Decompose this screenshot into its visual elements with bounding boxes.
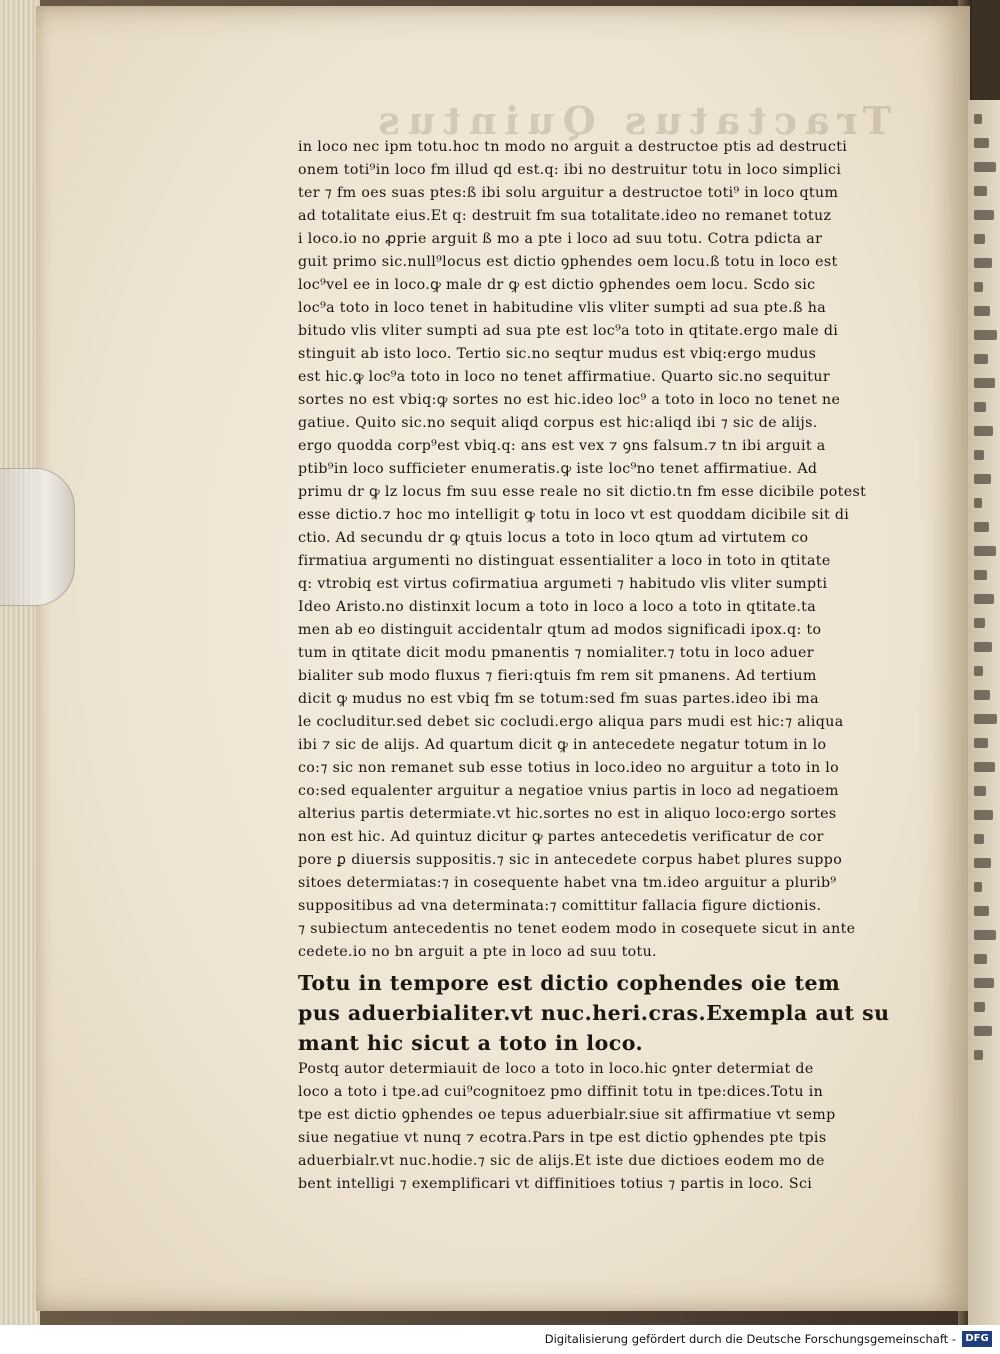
facing-text-mark (974, 954, 987, 964)
text-line: sitoes determiatas:⁊ in cosequente habet vna tm.ideo arguitur a plurib⁹ (298, 875, 837, 891)
facing-page-strip (968, 100, 1000, 1325)
facing-text-mark (974, 930, 996, 940)
text-line: loco a toto i tpe.ad cui⁹cognitoez pmo diffinit totu in tpe:dices.Totu in (298, 1084, 824, 1100)
text-line: onem toti⁹in loco fm illud qd est.q: ibi no destruitur totu in loco simplici (298, 162, 842, 178)
facing-text-mark (974, 810, 993, 820)
facing-text-mark (974, 786, 986, 796)
text-line: ad totalitate eius.Et q: destruit fm sua totalitate.ideo no remanet totuz (298, 208, 832, 224)
text-line: q: vtrobiq est virtus cofirmatiua argumeti ⁊ habitudo vlis vliter sumpti (298, 576, 828, 592)
facing-text-mark (974, 642, 992, 652)
commentary-paragraph (298, 1058, 908, 1196)
text-line: ⁊ subiectum antecedentis no tenet eodem modo in cosequete sicut in ante (298, 921, 856, 937)
facing-text-mark (974, 354, 988, 364)
text-line: co:sed equalenter arguitur a negatioe vnius partis in loco ad negatioem (298, 783, 839, 799)
text-line: Totu in tempore est dictio cophendes oie tem (298, 971, 841, 995)
text-line: firmatiua argumenti no distinguat essentialiter a loco in toto in qtitate (298, 553, 831, 569)
facing-text-mark (974, 1026, 992, 1036)
facing-text-mark (974, 906, 989, 916)
facing-text-mark (974, 882, 982, 892)
facing-text-mark (974, 594, 994, 604)
text-line: esse dictio.⁊ hoc mo intelligit ꝙ totu in loco vt est quoddam dicibile sit di (298, 507, 850, 523)
facing-text-mark (974, 1002, 985, 1012)
text-line: guit primo sic.null⁹locus est dictio ꝯphendes oem locu.ß totu in loco est (298, 254, 838, 270)
facing-text-mark (974, 282, 983, 292)
text-block (298, 136, 908, 1196)
left-page-edges (0, 0, 40, 1325)
facing-text-mark (974, 618, 985, 628)
facing-text-mark (974, 858, 991, 868)
text-line: men ab eo distinguit accidentalr qtum ad modos significadi ipox.q: to (298, 622, 822, 638)
text-line: sortes no est vbiq:ꝙ sortes no est hic.ideo loc⁹ a toto in loco no tenet ne (298, 392, 841, 408)
text-line: cedete.io no bn arguit a pte in loco ad suu totu. (298, 944, 657, 960)
text-line: tum in qtitate dicit modu pmanentis ⁊ nomialiter.⁊ totu in loco aduer (298, 645, 814, 661)
text-line: suppositibus ad vna determinata:⁊ comittitur fallacia figure dictionis. (298, 898, 822, 914)
text-line: mant hic sicut a toto in loco. (298, 1031, 644, 1055)
facing-text-mark (974, 498, 982, 508)
facing-text-mark (974, 186, 987, 196)
funding-credit: Digitalisierung gefördert durch die Deutsche Forschungsgemeinschaft - (544, 1332, 956, 1346)
text-line: ptib⁹in loco sufficieter enumeratis.ꝙ iste loc⁹no tenet affirmatiue. Ad (298, 461, 818, 477)
text-line: i loco.io no ꝓprie arguit ß mo a pte i loco ad suu totu. Cotra pdicta ar (298, 231, 823, 247)
text-line: tpe est dictio ꝯphendes oe tepus aduerbialr.siue sit affirmatiue vt semp (298, 1107, 836, 1123)
text-line: siue negatiue vt nunq ⁊ ecotra.Pars in tpe est dictio ꝯphendes pte tpis (298, 1130, 827, 1146)
facing-text-mark (974, 330, 997, 340)
text-line: primu dr ꝙ lz locus fm suu esse reale no sit dictio.tn fm esse dicibile potest (298, 484, 867, 500)
facing-text-mark (974, 714, 997, 724)
text-line: bent intelligi ⁊ exemplificari vt diffinitioes totius ⁊ partis in loco. Sci (298, 1176, 813, 1192)
facing-text-mark (974, 666, 983, 676)
bleed-through-header: Tractatus Quintus (370, 98, 891, 143)
facing-text-mark (974, 522, 989, 532)
text-line: est hic.ꝙ loc⁹a toto in loco no tenet affirmatiue. Quarto sic.no sequitur (298, 369, 830, 385)
facing-text-mark (974, 690, 990, 700)
facing-text-mark (974, 306, 990, 316)
text-line: co:⁊ sic non remanet sub esse totius in loco.ideo no arguitur a toto in lo (298, 760, 840, 776)
facing-text-mark (974, 234, 985, 244)
facing-text-mark (974, 762, 995, 772)
text-line: pore ꝑ diuersis suppositis.⁊ sic in antecedete corpus habet plures suppo (298, 852, 843, 868)
facing-text-mark (974, 402, 986, 412)
facing-text-mark (974, 450, 984, 460)
facing-text-mark (974, 978, 994, 988)
dfg-logo: DFG (962, 1331, 992, 1347)
text-line: loc⁹a toto in loco tenet in habitudine vlis vliter sumpti ad sua pte.ß ha (298, 300, 827, 316)
facing-text-mark (974, 1050, 983, 1060)
text-line: ibi ⁊ sic de alijs. Ad quartum dicit ꝙ in antecedete negatur totum in lo (298, 737, 827, 753)
text-line: alterius partis determiate.vt hic.sortes no est in aliquo loco:ergo sortes (298, 806, 837, 822)
text-line: bitudo vlis vliter sumpti ad sua pte est loc⁹a toto in qtitate.ergo male di (298, 323, 839, 339)
text-line: loc⁹vel ee in loco.ꝙ male dr ꝙ est dictio ꝯphendes oem locu. Scdo sic (298, 277, 816, 293)
facing-text-mark (974, 114, 982, 124)
facing-text-mark (974, 138, 989, 148)
text-line: Postq autor determiauit de loco a toto in loco.hic ꝯnter determiat de (298, 1061, 814, 1077)
body-paragraph (298, 136, 908, 964)
text-line: ctio. Ad secundu dr ꝙ qtuis locus a toto in loco qtum ad virtutem co (298, 530, 809, 546)
text-line: le cocluditur.sed debet sic cocludi.ergo aliqua pars mudi est hic:⁊ aliqua (298, 714, 844, 730)
text-line: in loco nec ipm totu.hoc tn modo no arguit a destructoe ptis ad destructi (298, 139, 848, 155)
text-line: non est hic. Ad quintuz dicitur ꝙ partes antecedetis verificatur de cor (298, 829, 824, 845)
text-line: gatiue. Quito sic.no sequit aliqd corpus est hic:aliqd ibi ⁊ sic de alijs. (298, 415, 818, 431)
facing-text-mark (974, 834, 984, 844)
facing-text-mark (974, 738, 988, 748)
facing-text-mark (974, 474, 991, 484)
facing-text-mark (974, 258, 992, 268)
plastic-page-clip (0, 468, 75, 606)
text-line: aduerbialr.vt nuc.hodie.⁊ sic de alijs.Et iste due dictioes eodem mo de (298, 1153, 825, 1169)
text-line: ter ⁊ fm oes suas ptes:ß ibi solu arguitur a destructoe toti⁹ in loco qtum (298, 185, 839, 201)
facing-text-mark (974, 210, 994, 220)
text-line: pus aduerbialiter.vt nuc.heri.cras.Exempla aut su (298, 1001, 890, 1025)
text-line: stinguit ab isto loco. Tertio sic.no seqtur mudus est vbiq:ergo mudus (298, 346, 817, 362)
text-line: bialiter sub modo fluxus ⁊ fieri:qtuis fm rem sit pmanens. Ad tertium (298, 668, 817, 684)
text-line: Ideo Aristo.no distinxit locum a toto in loco a loco a toto in qtitate.ta (298, 599, 817, 615)
facing-text-mark (974, 570, 987, 580)
facing-text-mark (974, 546, 996, 556)
facing-text-mark (974, 378, 995, 388)
section-heading (298, 968, 908, 1058)
facing-text-mark (974, 426, 993, 436)
text-line: ergo quodda corp⁹est vbiq.q: ans est vex ⁊ ꝯns falsum.⁊ tn ibi arguit a (298, 438, 826, 454)
facing-text-mark (974, 162, 996, 172)
footer-bar (0, 1325, 1000, 1354)
text-line: dicit ꝙ mudus no est vbiq fm se totum:sed fm suas partes.ideo ibi ma (298, 691, 819, 707)
